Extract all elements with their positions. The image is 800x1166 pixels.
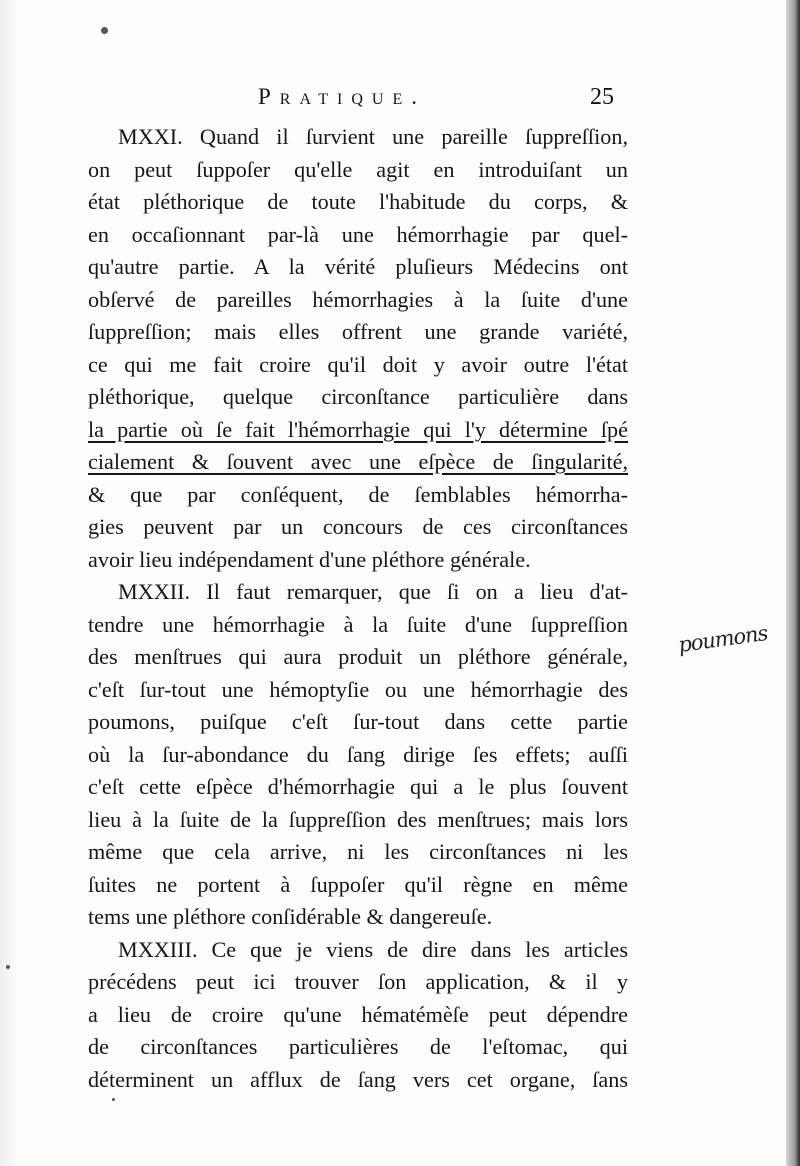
text-line: qu'autre partie. A la vérité pluſieurs Médecins ont [88,254,628,279]
page-binding-edge [786,0,800,1166]
page-left-margin [0,0,18,1166]
handwritten-margin-note: poumons [676,620,769,658]
text-line: tems une pléthore conſidérable & dangereuſe. [88,904,493,929]
page-header [0,84,800,120]
text-line: ce qui me fait croire qu'il doit y avoir outre l'état [88,351,628,377]
body-text [88,121,628,1096]
ink-speck [101,27,108,34]
text-line: c'eſt ſur-tout une hémoptyſie ou une hémorrhagie des [88,676,628,702]
text-line: c'eſt cette eſpèce d'hémorrhagie qui a le plus ſouvent [88,774,628,799]
ink-speck [112,1098,115,1101]
page-number: 25 [590,84,614,110]
text-line: a lieu de croire qu'une hématémèſe peut dépendre [88,1001,628,1027]
text-line: ſuppreſſion; mais elles offrent une grande variété, [88,319,628,344]
running-head: Pratique. [258,84,426,109]
text-line: où la ſur-abondance du ſang dirige ſes effets; auſſi [88,741,628,767]
text-line: lieu à la ſuite de la ſuppreſſion des menſtrues; mais lors [88,806,628,832]
underlined-text-line: cialement & ſouvent avec une eſpèce de ſingularité, [88,449,628,474]
text-line: précédens peut ici trouver ſon application, & il y [88,969,628,994]
text-line: gies peuvent par un concours de ces circonſtances [88,514,628,539]
text-line: des menſtrues qui aura produit un pléthore générale, [88,644,628,669]
text-line: en occaſionnant par-là une hémorrhagie par quel- [88,221,628,247]
text-line: pléthorique, quelque circonſtance particulière dans [88,384,628,409]
text-line: même que cela arrive, ni les circonſtances ni les [88,839,628,864]
underlined-text-line: la partie où ſe fait l'hémorrhagie qui l'y détermine ſpé [88,416,628,442]
text-line: poumons, puiſque c'eſt ſur-tout dans cette partie [88,709,628,734]
text-line: de circonſtances particulières de l'eſtomac, qui [88,1034,628,1059]
ink-speck [6,965,10,969]
text-line: MXXII. Il faut remarquer, que ſi on a lieu d'at- [118,579,628,604]
text-line: on peut ſuppoſer qu'elle agit en introduiſant un [88,156,628,182]
text-line: MXXIII. Ce que je viens de dire dans les articles [118,936,628,962]
text-line: ſuites ne portent à ſuppoſer qu'il règne en même [88,871,628,897]
text-line: déterminent un afflux de ſang vers cet organe, ſans [88,1066,628,1092]
text-line: MXXI. Quand il ſurvient une pareille ſuppreſſion, [118,124,628,149]
text-line: avoir lieu indépendament d'une pléthore générale. [88,546,531,572]
text-line: état pléthorique de toute l'habitude du corps, & [88,189,628,214]
text-line: & que par conſéquent, de ſemblables hémorrha- [88,481,628,507]
text-line: obſervé de pareilles hémorrhagies à la ſuite d'une [88,286,628,312]
text-line: tendre une hémorrhagie à la ſuite d'une ſuppreſſion [88,611,628,637]
